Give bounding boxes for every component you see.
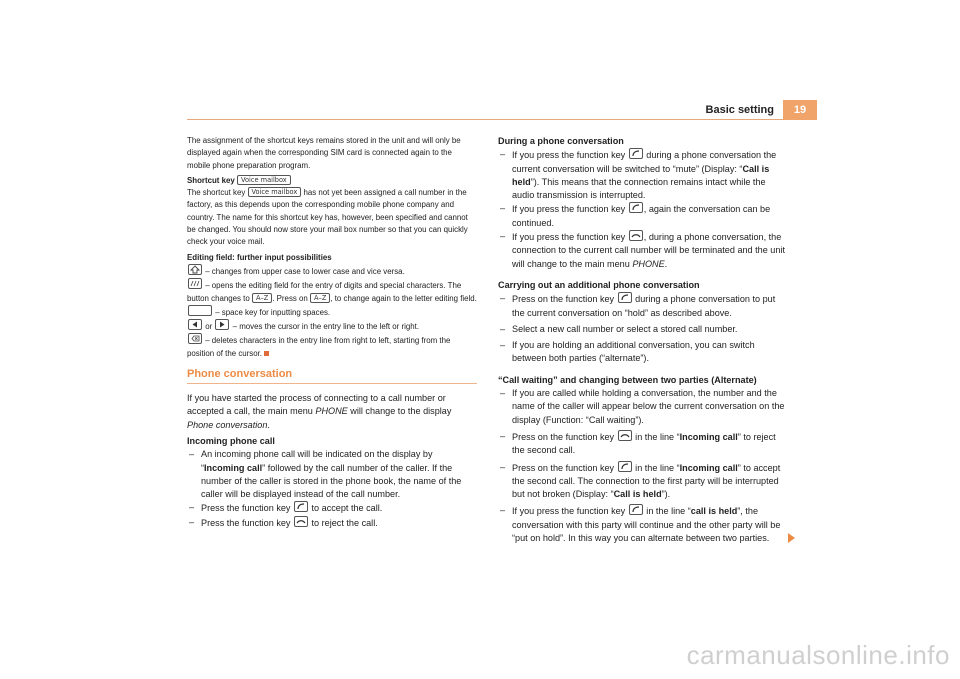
incoming-item-3: [187, 516, 477, 530]
additional-item-3: – If you are holding an additional conversation, you can switch between both parties (“alternate”).: [498, 339, 788, 366]
reject-call-icon-2: [618, 430, 632, 441]
during-item-2: [498, 202, 788, 230]
waiting-item-1: – If you are called while holding a conversation, the number and the name of the caller will appear below the current conversation on the display (Function: “Call waiting”).: [498, 387, 788, 427]
inc1-a: An incoming phone call will be indicated on the display by “: [201, 449, 433, 473]
w2-bold: Incoming call: [679, 431, 738, 442]
editing-item-cursor-text: – moves the cursor in the entry line to the left or right.: [232, 322, 420, 332]
w3-bold: Incoming call: [679, 462, 738, 473]
additional-heading: Carrying out an additional phone conversation: [498, 279, 700, 290]
incoming-item-1: [187, 448, 477, 501]
pc-conversation-display: Phone conversation: [187, 419, 268, 430]
inc3-b: to reject the call.: [311, 517, 378, 528]
inc1-bold: Incoming call: [204, 462, 263, 473]
editing-item-digits-text-b: . Press on: [272, 293, 308, 303]
alternate-call-icon: [629, 504, 643, 515]
cursor-right-icon: [215, 319, 229, 330]
d1-bold: Call is held: [512, 163, 770, 187]
w2-a: Press on the function key: [512, 431, 615, 442]
section-rule: [187, 383, 477, 384]
d1-b: during a phone conversation the current conversation will be switched to “mute” (Display: “: [512, 150, 777, 174]
page-header-title: Basic setting: [705, 104, 774, 116]
w4-c: ”, the conversation with this party will continue and the other party will be “put on hold”. In this way you can alternate between two parties.: [512, 506, 781, 544]
w4-a: If you press the function key: [512, 506, 626, 517]
d1-c: ”). This means that the connection remains intact while the audio transmission is interrupted.: [512, 176, 766, 201]
additional-item-1: [498, 292, 788, 320]
during-item-1: [498, 148, 788, 202]
during-item-3: [498, 230, 788, 271]
inc1-b: ” followed by the call number of the caller. If the number of the caller is stored in the phone book, the name of the caller will be displayed instead of the call number.: [201, 462, 462, 500]
digits-key-icon: [188, 278, 202, 289]
editing-item-cursor: [187, 319, 477, 333]
watermark: carmanualsonline.info: [686, 640, 950, 670]
shortcut-heading-line: [187, 175, 477, 187]
hold-call-icon: [629, 148, 643, 159]
w3-bold2: Call is held: [613, 489, 662, 500]
phone-conversation-intro: [187, 392, 477, 432]
right-column: [498, 135, 788, 545]
w3-d: ”).: [661, 489, 671, 500]
inc2-b: to accept the call.: [311, 503, 383, 514]
shortcut-text-b: has not yet been assigned a call number in the factory, as this depends upon the corresponding mobile phone company and country. The name for this shortcut key has, however, been specified and cannot be changed. You should now store your mail box number so that you can quickly check your voice mail.: [187, 188, 468, 247]
editing-heading: [187, 252, 477, 264]
next-page-arrow-icon: [788, 533, 795, 543]
editing-item-case-text: – changes from upper case to lower case and vice versa.: [205, 266, 405, 276]
shortcut-paragraph: [187, 187, 477, 248]
end-mark-icon: [264, 351, 269, 356]
end-call-icon: [629, 230, 643, 241]
az-key-2: A–Z: [310, 293, 330, 303]
shortcut-heading: Shortcut key: [187, 175, 235, 185]
d3-a: If you press the function key: [512, 232, 626, 243]
reject-call-icon: [294, 516, 308, 527]
pc-intro-end: .: [267, 419, 270, 430]
accept-call-icon-2: [618, 461, 632, 472]
inc2-a: Press the function key: [201, 503, 291, 514]
hold-call-icon-2: [618, 292, 632, 303]
d3-b: , during a phone conversation, the connection to the current call number will be terminated and the unit will change to the main menu: [512, 232, 785, 269]
shortcut-text-a: The shortcut key: [187, 188, 246, 198]
pc-intro-a: If you have started the process of connecting to a call number or accepted a call, the main menu: [187, 393, 446, 417]
waiting-item-3: [498, 461, 788, 502]
waiting-heading: “Call waiting” and changing between two parties (Alternate): [498, 374, 757, 385]
during-heading: During a phone conversation: [498, 136, 624, 146]
voice-mailbox-key: Voice mailbox: [237, 175, 291, 185]
inc3-a: Press the function key: [201, 517, 291, 528]
shift-icon: [188, 264, 202, 275]
d3-phone-menu: PHONE: [632, 258, 665, 269]
w2-b: in the line “: [635, 431, 680, 442]
d1-a: If you press the function key: [512, 150, 626, 161]
header-rule: [187, 119, 783, 120]
pc-intro-b: will change to the display: [350, 406, 452, 417]
w4-b: in the line “: [646, 506, 691, 517]
incoming-heading: Incoming phone call: [187, 435, 275, 446]
waiting-item-4: [498, 504, 788, 545]
d2-a: If you press the function key: [512, 204, 626, 215]
incoming-item-2: [187, 501, 477, 515]
w2-c: ” to reject the second call.: [512, 431, 776, 456]
d2-b: , again the conversation can be continued.: [512, 204, 771, 228]
resume-call-icon: [629, 202, 643, 213]
w3-c: ” to accept the second call. The connection to the first party will be interrupted but not broken (Display: “: [512, 462, 781, 500]
waiting-item-2: [498, 430, 788, 458]
editing-item-delete: [187, 333, 477, 360]
az-key: A–Z: [252, 293, 272, 303]
cursor-left-icon: [188, 319, 202, 330]
intro-paragraph: The assignment of the shortcut keys remains stored in the unit and will only be displayed again when the corresponding SIM card is connected again to the mobile phone preparation program.: [187, 136, 461, 170]
space-key-icon: [188, 305, 212, 316]
editing-item-digits: [187, 278, 477, 305]
w3-b: in the line “: [635, 462, 680, 473]
d3-end: .: [664, 258, 668, 269]
editing-item-space: [187, 305, 477, 319]
editing-item-delete-text: – deletes characters in the entry line from right to left, starting from the position of the cursor.: [187, 336, 451, 358]
voice-mailbox-key-inline: Voice mailbox: [248, 187, 302, 197]
section-title-phone-conversation: Phone conversation: [187, 368, 293, 381]
editing-item-digits-text-a: – opens the editing field for the entry of digits and special characters. The button changes to: [187, 281, 462, 303]
a1-a: Press on the function key: [512, 294, 615, 305]
backspace-icon: [188, 333, 202, 344]
w3-a: Press on the function key: [512, 462, 615, 473]
left-column: [187, 135, 477, 530]
editing-item-digits-text-c: , to change again to the letter editing field.: [330, 293, 477, 303]
page-number: 19: [783, 100, 817, 120]
accept-call-icon: [294, 501, 308, 512]
w4-bold: call is held: [690, 506, 738, 517]
editing-heading-text: Editing field: further input possibilities: [187, 252, 332, 262]
a1-b: during a phone conversation to put the current conversation on “hold” as described above.: [512, 294, 776, 318]
editing-item-case: [187, 264, 477, 278]
additional-item-2: – Select a new call number or select a stored call number.: [498, 323, 788, 336]
pc-phone-menu: PHONE: [315, 406, 348, 417]
editing-item-or: or: [205, 322, 213, 332]
editing-item-space-text: – space key for inputting spaces.: [215, 307, 331, 317]
